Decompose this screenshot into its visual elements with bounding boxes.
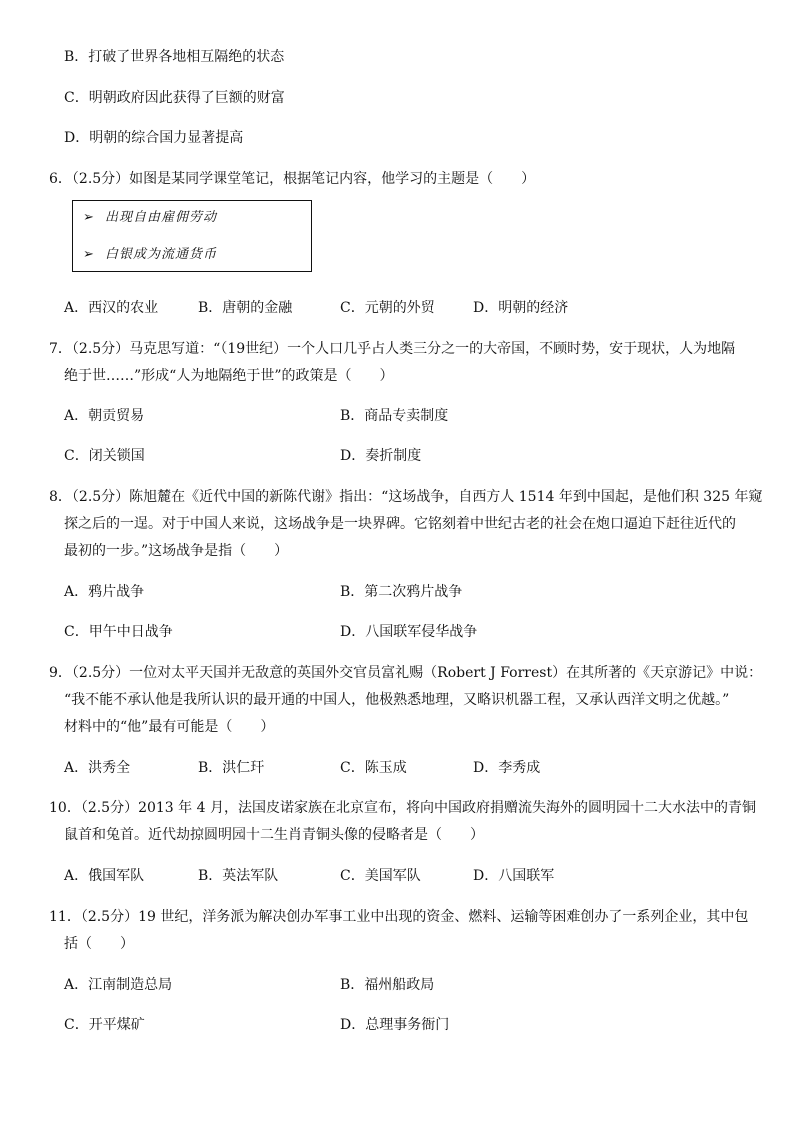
question-9-stem-line-1: 9．（2.5分）一位对太平天国并无敌意的英国外交官员富礼赐（Robert J Forrest）在其所著的《天京游记》中说： [49,665,763,681]
question-6-stem: 6．（2.5分）如图是某同学课堂笔记，根据笔记内容，他学习的主题是（ ） [49,171,536,187]
question-11-stem-line-2: 括（ ） [64,936,134,952]
q6-option-c[interactable]: C．元朝的外贸 [340,300,435,316]
q7-option-a[interactable]: A．朝贡贸易 [64,408,145,424]
note-text: 出现自由雇佣劳动 [105,210,218,225]
q9-option-d[interactable]: D．李秀成 [473,760,541,776]
q8-option-b[interactable]: B．第二次鸦片战争 [340,584,463,600]
note-item [83,208,217,228]
question-11-stem-line-1: 11．（2.5分）19 世纪，洋务派为解决创办军事工业中出现的资金、燃料、运输等困难创办了一系列企业，其中包 [49,909,749,925]
question-7-stem-line-2: 绝于世……”形成“人为地隔绝于世”的政策是（ ） [64,368,394,384]
question-10-stem-line-1: 10．（2.5分）2013 年 4 月，法国皮诺家族在北京宣布，将向中国政府捐赠流失海外的圆明园十二大水法中的青铜 [49,800,756,816]
prev-option-c: C．明朝政府因此获得了巨额的财富 [64,90,285,106]
question-9-stem-line-2: “我不能不承认他是我所认识的最开通的中国人，他极熟悉地理，又略识机器工程，又承认西洋文明之优越。” [64,692,730,708]
q11-option-d[interactable]: D．总理事务衙门 [340,1017,450,1033]
question-8-stem-line-2: 探之后的一逞。对于中国人来说，这场战争是一块界碑。它铭刻着中世纪古老的社会在炮口逼迫下赶往近代的 [64,516,736,532]
q10-option-a[interactable]: A．俄国军队 [64,868,145,884]
question-8-stem-line-1: 8．（2.5分）陈旭麓在《近代中国的新陈代谢》指出：“这场战争，自西方人 1514 年到中国起，是他们积 325 年窥 [49,489,763,505]
q11-option-a[interactable]: A．江南制造总局 [64,977,173,993]
q9-option-a[interactable]: A．洪秀全 [64,760,131,776]
q7-option-b[interactable]: B．商品专卖制度 [340,408,449,424]
question-7-stem-line-1: 7．（2.5分）马克思写道：“（19世纪）一个人口几乎占人类三分之一的大帝国，不顾时势，安于现状，人为地隔 [49,341,736,357]
q10-option-b[interactable]: B．英法军队 [198,868,279,884]
q9-option-c[interactable]: C．陈玉成 [340,760,407,776]
q8-option-a[interactable]: A．鸦片战争 [64,584,145,600]
q6-option-d[interactable]: D．明朝的经济 [473,300,569,316]
q6-option-a[interactable]: A．西汉的农业 [64,300,159,316]
arrow-bullet-icon: ➢ [83,210,95,225]
q6-option-b[interactable]: B．唐朝的金融 [198,300,293,316]
question-10-stem-line-2: 鼠首和兔首。近代劫掠圆明园十二生肖青铜头像的侵略者是（ ） [64,827,484,843]
q9-option-b[interactable]: B．洪仁玕 [198,760,265,776]
q8-option-d[interactable]: D．八国联军侵华战争 [340,624,478,640]
question-9-stem-line-3: 材料中的“他”最有可能是（ ） [64,719,275,735]
note-item [83,245,217,265]
q7-option-c[interactable]: C．闭关锁国 [64,448,145,464]
note-text: 白银成为流通货币 [105,247,218,262]
arrow-bullet-icon: ➢ [83,247,95,262]
q8-option-c[interactable]: C．甲午中日战争 [64,624,173,640]
q11-option-b[interactable]: B．福州船政局 [340,977,435,993]
prev-option-b: B．打破了世界各地相互隔绝的状态 [64,49,285,65]
q10-option-d[interactable]: D．八国联军 [473,868,555,884]
class-notes-box [72,200,312,272]
question-8-stem-line-3: 最初的一步。”这场战争是指（ ） [64,543,289,559]
q7-option-d[interactable]: D．奏折制度 [340,448,422,464]
prev-option-d: D．明朝的综合国力显著提高 [64,130,244,146]
q10-option-c[interactable]: C．美国军队 [340,868,421,884]
q11-option-c[interactable]: C．开平煤矿 [64,1017,145,1033]
